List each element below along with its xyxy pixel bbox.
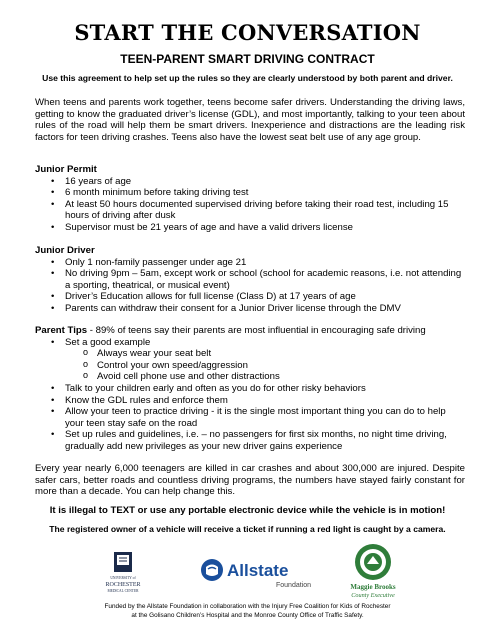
monroe-county-logo	[343, 542, 403, 600]
list-item: • Allow your teen to practice driving - it is the single most important thing you can do to help your teen stay safe on the road	[51, 406, 465, 429]
parent-tips-section	[35, 325, 465, 453]
ur-line3: MEDICAL CENTER	[107, 589, 139, 593]
page-subtitle: TEEN-PARENT SMART DRIVING CONTRACT	[120, 52, 375, 66]
parent-tips-heading: Parent Tips	[35, 325, 88, 336]
sponsor-logos	[0, 540, 495, 598]
list-item: • Parents can withdraw their consent for a Junior Driver license through the DMV	[51, 303, 465, 315]
sub-list-item: o Always wear your seat belt	[83, 348, 465, 360]
ur-line2: ROCHESTER	[105, 582, 141, 588]
sub-list-item: o Avoid cell phone use and other distractions	[83, 371, 465, 383]
texting-warning: It is illegal to TEXT or use any portable electronic device while the vehicle is in motion!	[49, 505, 446, 516]
parent-tips-intro: - 89% of teens say their parents are most influential in encouraging safe driving	[87, 325, 426, 336]
list-item: • Supervisor must be 21 years of age and have a valid drivers license	[51, 222, 465, 234]
university-rochester-logo	[100, 552, 146, 598]
list-item: • Talk to your children early and often as you do for other risky behaviors	[51, 383, 465, 395]
junior-driver-section	[35, 245, 465, 315]
ur-line1: UNIVERSITY of	[110, 576, 136, 580]
example-sublist	[83, 348, 465, 383]
allstate-foundation-text: Foundation	[276, 582, 312, 589]
page-title: START THE CONVERSATION	[74, 20, 421, 45]
allstate-foundation-logo	[200, 552, 320, 592]
list-item: • No driving 9pm – 5am, except work or school (school for academic reasons, i.e. not attending a sporting, theatrical, or musical event)	[51, 268, 465, 291]
mb-title: County Executive	[351, 592, 395, 599]
junior-permit-heading: Junior Permit	[35, 164, 97, 175]
list-item: • Set up rules and guidelines, i.e. – no passengers for first six months, no night time driving, gradually add new privileges as your new driver gains experience	[51, 429, 465, 452]
intro-section	[35, 97, 465, 143]
parent-tips-line	[35, 325, 465, 337]
junior-driver-list	[51, 257, 465, 315]
junior-permit-section	[35, 164, 465, 234]
junior-permit-list	[51, 176, 465, 234]
instruction-text: Use this agreement to help set up the rules so they are clearly understood by both parent and driver.	[42, 73, 453, 83]
list-item	[51, 337, 465, 383]
list-item: • At least 50 hours documented supervised driving before taking their road test, including 15 hours of driving after dusk	[51, 199, 465, 222]
funding-line-1: Funded by the Allstate Foundation in collaboration with the Injury Free Coalition for Kids of Rochester	[104, 603, 391, 610]
closing-section	[35, 463, 465, 498]
list-item: • Driver’s Education allows for full license (Class D) at 17 years of age	[51, 291, 465, 303]
list-item: • 16 years of age	[51, 176, 465, 188]
parent-tips-list	[51, 337, 465, 453]
list-item: • Only 1 non-family passenger under age 21	[51, 257, 465, 269]
intro-paragraph: When teens and parents work together, teens become safer drivers. Understanding the driving laws, getting to know the graduated driver’s license (GDL), and most importantly, talking to your teen about rules of the road will help them be smart drivers. Inexperience and distractions are the leading risk factors for teen driving crashes. Teens also have the lowest seat belt use of any age group.	[35, 97, 465, 143]
list-item: • Know the GDL rules and enforce them	[51, 395, 465, 407]
camera-warning: The registered owner of a vehicle will receive a ticket if running a red light is caught by a camera.	[49, 524, 446, 534]
funding-footer	[0, 603, 495, 620]
funding-line-2: at the Golisano Children’s Hospital and the Monroe County Office of Traffic Safety.	[131, 611, 364, 619]
mb-name: Maggie Brooks	[350, 583, 396, 591]
set-example-text: Set a good example	[65, 336, 151, 348]
sub-list-item: o Control your own speed/aggression	[83, 360, 465, 372]
closing-paragraph: Every year nearly 6,000 teenagers are killed in car crashes and about 300,000 are injured. Despite safer cars, better roads and countless driving programs, the numbers have stayed fairly constant for more than a decade. You can help change this.	[35, 463, 465, 498]
list-item: • 6 month minimum before taking driving test	[51, 187, 465, 199]
allstate-name: Allstate	[227, 561, 289, 580]
junior-driver-heading: Junior Driver	[35, 245, 95, 256]
